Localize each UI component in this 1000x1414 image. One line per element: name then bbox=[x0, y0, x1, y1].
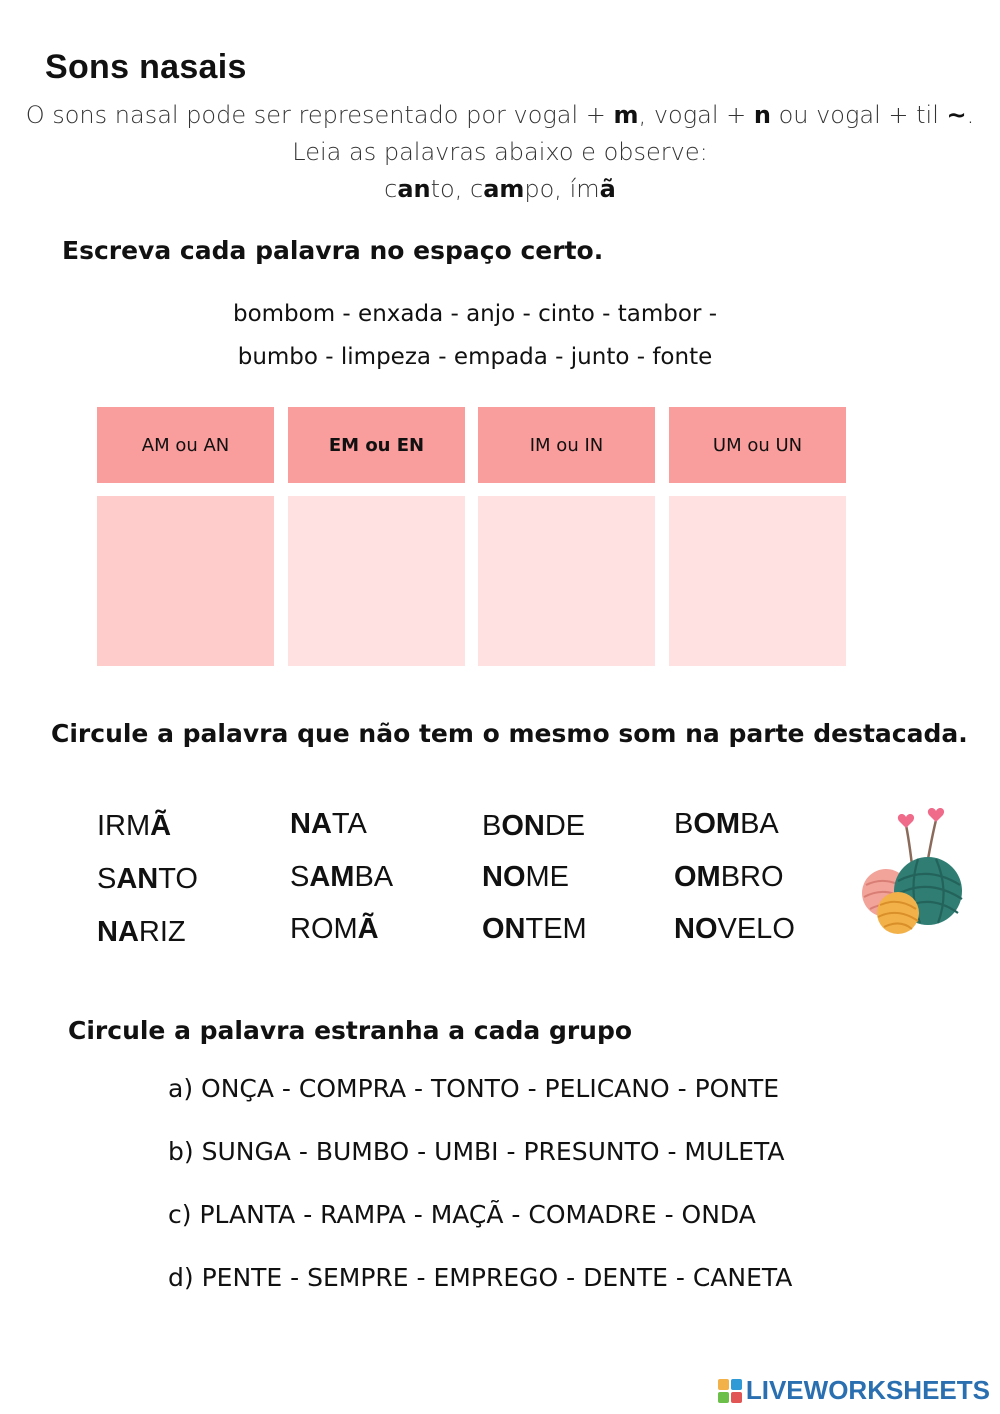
word-option[interactable]: NARIZ bbox=[97, 916, 186, 948]
word-option[interactable]: BONDE bbox=[482, 810, 586, 842]
drop-zone-im-in[interactable] bbox=[478, 496, 655, 666]
word-bank-line-1: bombom - enxada - anjo - cinto - tambor - bbox=[232, 301, 718, 327]
word-option[interactable]: BOMBA bbox=[674, 808, 779, 840]
section-2-title: Circule a palavra que não tem o mesmo som na parte destacada. bbox=[51, 719, 968, 748]
column-header-um-un: UM ou UN bbox=[669, 407, 846, 483]
word-option[interactable]: ONTEM bbox=[482, 913, 587, 945]
page-title: Sons nasais bbox=[45, 48, 247, 86]
word-option[interactable]: SANTO bbox=[97, 863, 198, 895]
word-group-c[interactable]: c) PLANTA - RAMPA - MAÇÃ - COMADRE - ONDA bbox=[168, 1200, 756, 1229]
logo-text: LIVEWORKSHEETS bbox=[745, 1375, 990, 1405]
word-option[interactable]: IRMÃ bbox=[97, 810, 172, 842]
column-header-im-in: IM ou IN bbox=[478, 407, 655, 483]
drop-zone-um-un[interactable] bbox=[669, 496, 846, 666]
column-header-am-an: AM ou AN bbox=[97, 407, 274, 483]
column-header-em-en: EM ou EN bbox=[288, 407, 465, 483]
word-bank-line-2: bumbo - limpeza - empada - junto - fonte bbox=[237, 344, 713, 370]
word-group-d[interactable]: d) PENTE - SEMPRE - EMPREGO - DENTE - CANETA bbox=[168, 1263, 793, 1292]
word-option[interactable]: NATA bbox=[290, 808, 367, 840]
yarn-balls-icon bbox=[858, 805, 968, 940]
drop-zone-em-en[interactable] bbox=[288, 496, 465, 666]
word-group-a[interactable]: a) ONÇA - COMPRA - TONTO - PELICANO - PONTE bbox=[168, 1074, 780, 1103]
word-option[interactable]: NOVELO bbox=[674, 913, 795, 945]
section-3-title: Circule a palavra estranha a cada grupo bbox=[68, 1016, 633, 1045]
intro-line-2: Leia as palavras abaixo e observe: bbox=[292, 138, 708, 166]
word-group-b[interactable]: b) SUNGA - BUMBO - UMBI - PRESUNTO - MULETA bbox=[168, 1137, 785, 1166]
word-option[interactable]: SAMBA bbox=[290, 861, 394, 893]
drop-zone-am-an[interactable] bbox=[97, 496, 274, 666]
word-option[interactable]: ROMÃ bbox=[290, 913, 379, 945]
liveworksheets-logo bbox=[718, 1375, 990, 1406]
word-option[interactable]: OMBRO bbox=[674, 861, 784, 893]
section-1-title: Escreva cada palavra no espaço certo. bbox=[62, 236, 604, 265]
liveworksheets-logo-icon bbox=[718, 1379, 742, 1403]
intro-examples: canto, campo, ímã bbox=[384, 175, 616, 203]
intro-line-1: O sons nasal pode ser representado por vogal + m, vogal + n ou vogal + til ~. bbox=[25, 101, 975, 129]
word-option[interactable]: NOME bbox=[482, 861, 569, 893]
